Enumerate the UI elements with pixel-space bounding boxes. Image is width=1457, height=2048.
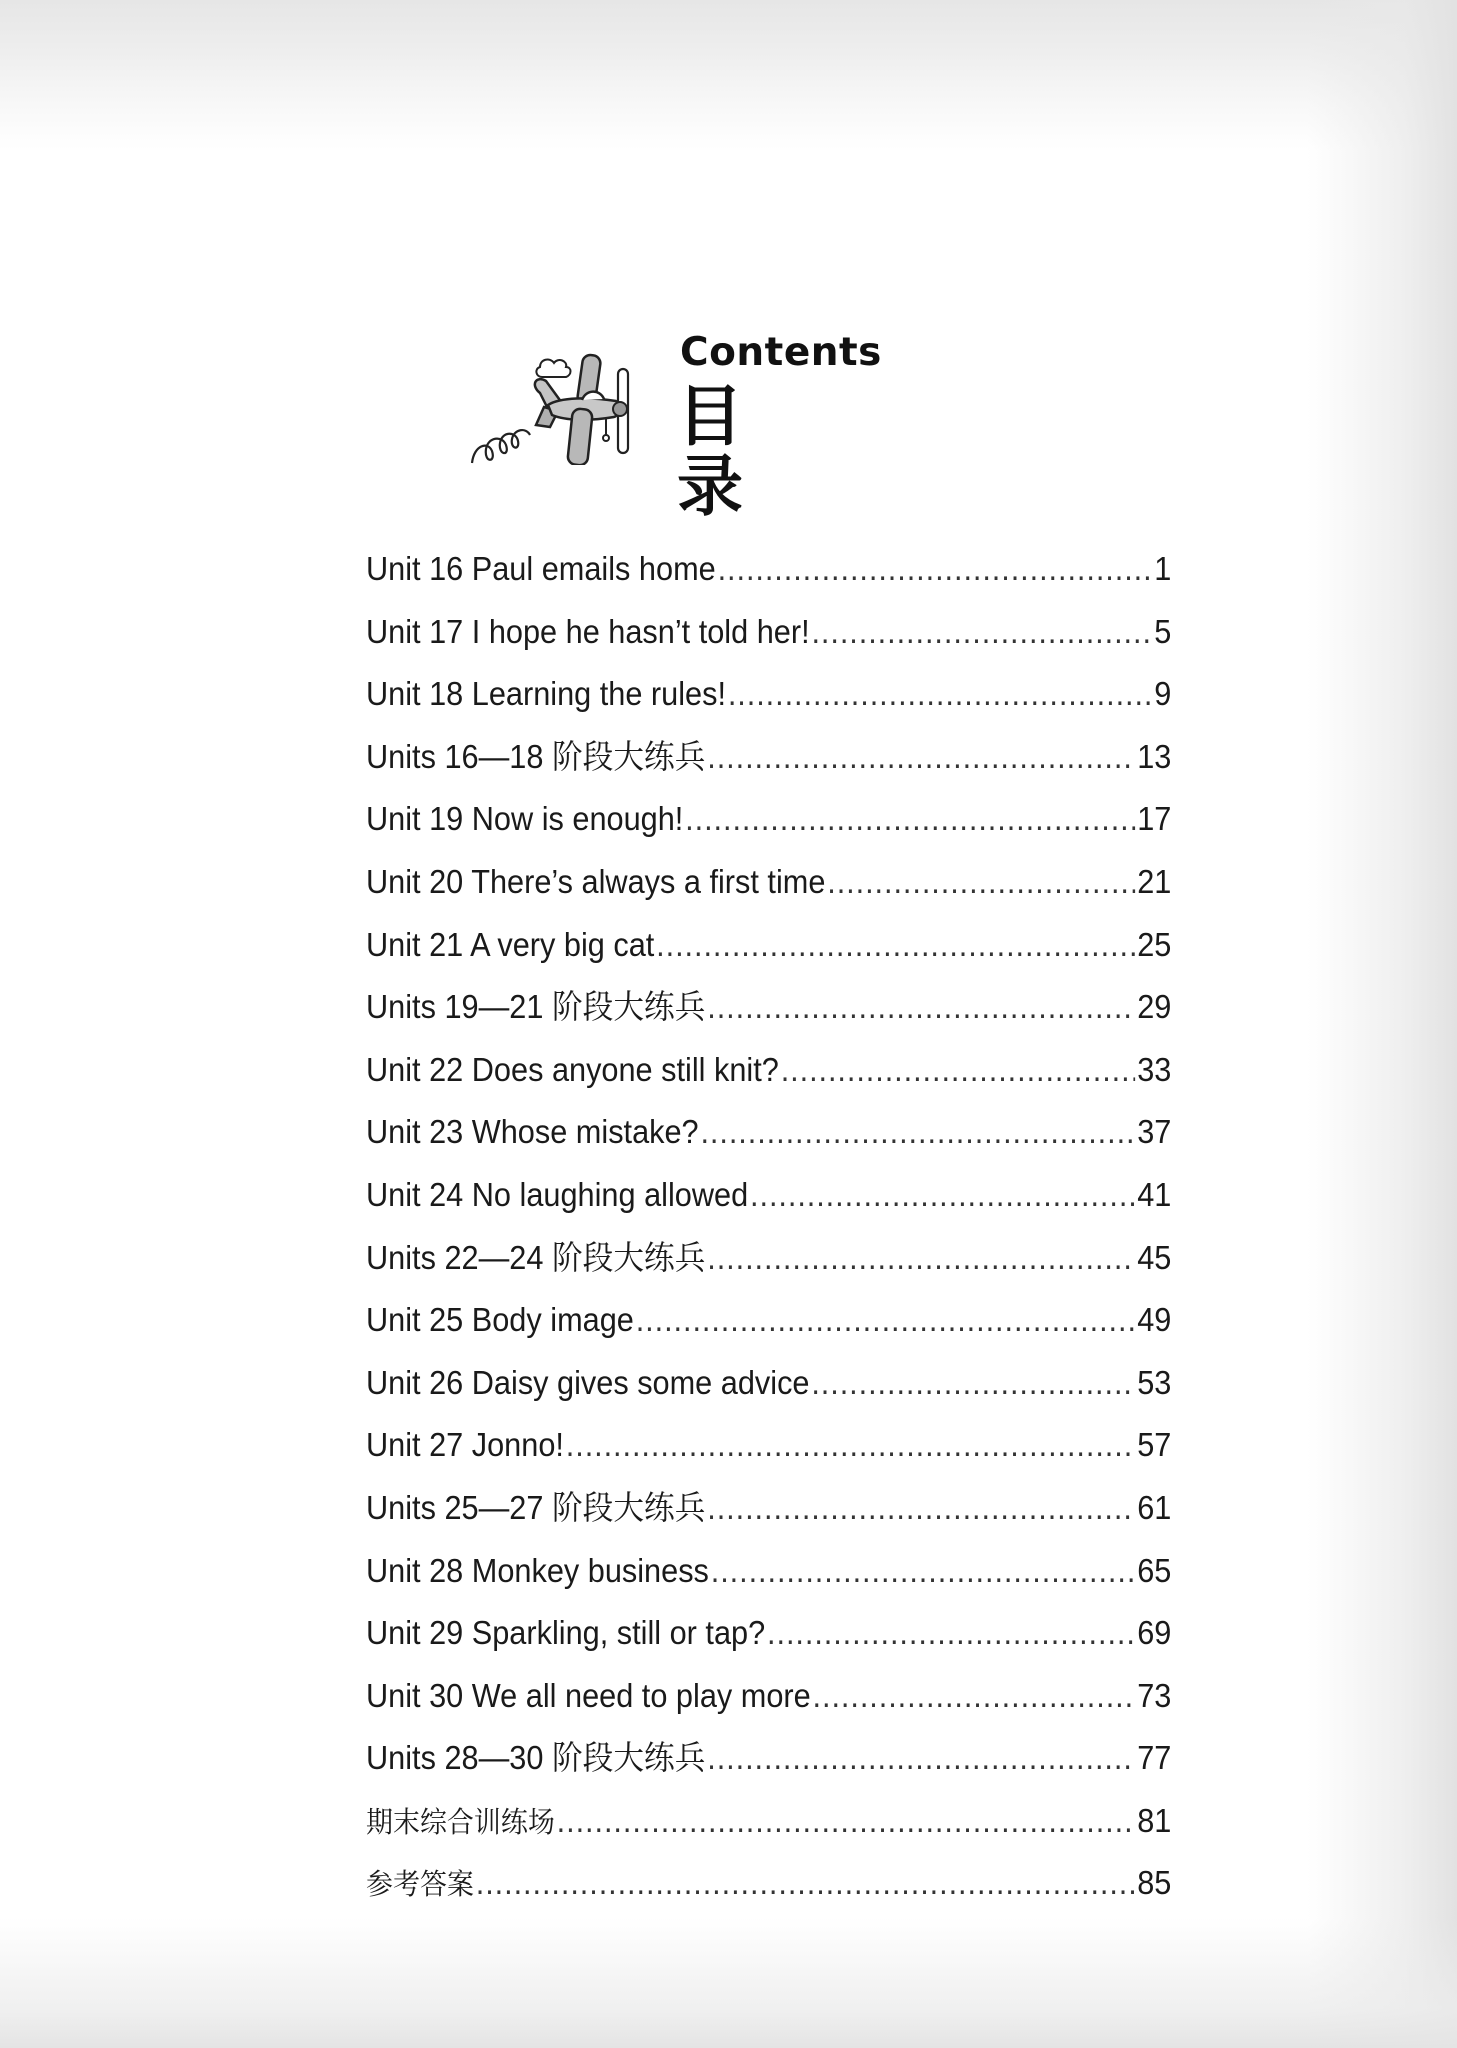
toc-entry[interactable] bbox=[366, 538, 1171, 601]
toc-page-number: 29 bbox=[1137, 988, 1172, 1026]
toc-entry[interactable] bbox=[366, 1540, 1171, 1603]
toc-page-number: 49 bbox=[1137, 1301, 1172, 1339]
leader-dots bbox=[476, 1852, 1136, 1915]
toc-page-number: 9 bbox=[1154, 675, 1172, 713]
contents-header bbox=[470, 330, 890, 525]
toc-entry[interactable] bbox=[366, 601, 1171, 664]
toc-page-number: 53 bbox=[1137, 1363, 1172, 1401]
toc-entry[interactable] bbox=[366, 1665, 1171, 1728]
leader-dots bbox=[728, 663, 1153, 726]
toc-entry[interactable] bbox=[366, 1101, 1171, 1164]
leader-dots bbox=[700, 1101, 1135, 1164]
toc-entry[interactable] bbox=[366, 976, 1171, 1039]
toc-entry-title: Unit 22 Does anyone still knit? bbox=[366, 1050, 779, 1088]
leader-dots bbox=[750, 1164, 1135, 1227]
leader-dots bbox=[718, 538, 1153, 601]
toc-page-number: 33 bbox=[1137, 1050, 1172, 1088]
toc-entry[interactable] bbox=[366, 1852, 1171, 1915]
toc-entry-title: Units 16—18 阶段大练兵 bbox=[366, 737, 706, 775]
toc-entry-title: Unit 17 I hope he hasn’t told her! bbox=[366, 612, 810, 650]
toc-entry[interactable] bbox=[366, 1289, 1171, 1352]
contents-title-en: Contents bbox=[680, 330, 882, 375]
toc-entry-title: Unit 24 No laughing allowed bbox=[366, 1175, 749, 1213]
leader-dots bbox=[566, 1414, 1136, 1477]
toc-page-number: 57 bbox=[1137, 1426, 1172, 1464]
toc-entry-title: Unit 26 Daisy gives some advice bbox=[366, 1363, 810, 1401]
leader-dots bbox=[767, 1602, 1135, 1665]
toc-entry[interactable] bbox=[366, 1164, 1171, 1227]
toc-page-number: 77 bbox=[1137, 1739, 1172, 1777]
toc-page-number: 5 bbox=[1154, 612, 1172, 650]
airplane-icon bbox=[470, 345, 630, 465]
toc-page-number: 65 bbox=[1137, 1551, 1172, 1589]
toc-entry-title: Units 19—21 阶段大练兵 bbox=[366, 988, 706, 1026]
toc-entry[interactable] bbox=[366, 726, 1171, 789]
page-shadow-bottom bbox=[0, 1918, 1457, 2048]
toc-entry-title: Units 22—24 阶段大练兵 bbox=[366, 1238, 706, 1276]
toc-entry-title: Unit 29 Sparkling, still or tap? bbox=[366, 1614, 766, 1652]
toc-entry-title: Unit 20 There’s always a first time bbox=[366, 862, 826, 900]
leader-dots bbox=[685, 788, 1135, 851]
leader-dots bbox=[707, 1727, 1135, 1790]
toc-entry-title: 期末综合训练场 bbox=[366, 1806, 555, 1839]
toc-entry-title: Unit 28 Monkey business bbox=[366, 1551, 709, 1589]
toc-entry-title: Unit 19 Now is enough! bbox=[366, 800, 684, 838]
leader-dots bbox=[711, 1540, 1136, 1603]
toc-page-number: 25 bbox=[1137, 925, 1172, 963]
toc-entry-title: Unit 18 Learning the rules! bbox=[366, 675, 726, 713]
toc-entry[interactable] bbox=[366, 1352, 1171, 1415]
leader-dots bbox=[557, 1790, 1136, 1853]
leader-dots bbox=[707, 1227, 1135, 1290]
toc-entry[interactable] bbox=[366, 851, 1171, 914]
toc-entry-title: Unit 21 A very big cat bbox=[366, 925, 655, 963]
toc-entry-title: Unit 30 We all need to play more bbox=[366, 1676, 811, 1714]
toc-page-number: 45 bbox=[1137, 1238, 1172, 1276]
leader-dots bbox=[811, 1352, 1135, 1415]
toc-entry-title: 参考答案 bbox=[366, 1869, 474, 1902]
toc-page-number: 81 bbox=[1137, 1801, 1172, 1839]
toc-entry[interactable] bbox=[366, 1790, 1171, 1853]
toc-entry[interactable] bbox=[366, 1227, 1171, 1290]
toc-entry-title: Units 25—27 阶段大练兵 bbox=[366, 1488, 706, 1526]
leader-dots bbox=[707, 1477, 1135, 1540]
contents-title-cn: 目录 bbox=[677, 378, 805, 525]
toc-entry-title: Unit 27 Jonno! bbox=[366, 1426, 564, 1464]
toc-entry[interactable] bbox=[366, 1414, 1171, 1477]
leader-dots bbox=[781, 1039, 1136, 1102]
toc-page-number: 61 bbox=[1137, 1488, 1172, 1526]
toc-entry-title: Units 28—30 阶段大练兵 bbox=[366, 1739, 706, 1777]
leader-dots bbox=[656, 914, 1135, 977]
toc-entry-title: Unit 25 Body image bbox=[366, 1301, 634, 1339]
toc-entry[interactable] bbox=[366, 1727, 1171, 1790]
toc-entry-title: Unit 16 Paul emails home bbox=[366, 550, 716, 587]
toc-entry[interactable] bbox=[366, 914, 1171, 977]
toc-entry[interactable] bbox=[366, 1477, 1171, 1540]
toc-entry[interactable] bbox=[366, 1602, 1171, 1665]
toc-page-number: 37 bbox=[1137, 1113, 1172, 1151]
leader-dots bbox=[827, 851, 1135, 914]
leader-dots bbox=[636, 1289, 1136, 1352]
toc-entry[interactable] bbox=[366, 663, 1171, 726]
page-shadow-right bbox=[1307, 0, 1457, 2048]
leader-dots bbox=[707, 976, 1135, 1039]
page-shadow-top bbox=[0, 0, 1457, 150]
toc-entry[interactable] bbox=[366, 788, 1171, 851]
toc-entry-title: Unit 23 Whose mistake? bbox=[366, 1113, 699, 1151]
leader-dots bbox=[813, 1665, 1136, 1728]
leader-dots bbox=[707, 726, 1135, 789]
toc-page-number: 13 bbox=[1137, 737, 1172, 775]
leader-dots bbox=[811, 601, 1152, 664]
toc-page-number: 73 bbox=[1137, 1676, 1172, 1714]
toc-page-number: 17 bbox=[1137, 800, 1172, 838]
toc-entry[interactable] bbox=[366, 1039, 1171, 1102]
toc-page-number: 21 bbox=[1137, 862, 1172, 900]
toc-page-number: 85 bbox=[1137, 1864, 1172, 1902]
toc-page-number: 41 bbox=[1137, 1175, 1172, 1213]
toc-page-number: 69 bbox=[1137, 1614, 1172, 1652]
table-of-contents bbox=[366, 538, 1171, 1915]
toc-page-number: 1 bbox=[1154, 550, 1172, 587]
